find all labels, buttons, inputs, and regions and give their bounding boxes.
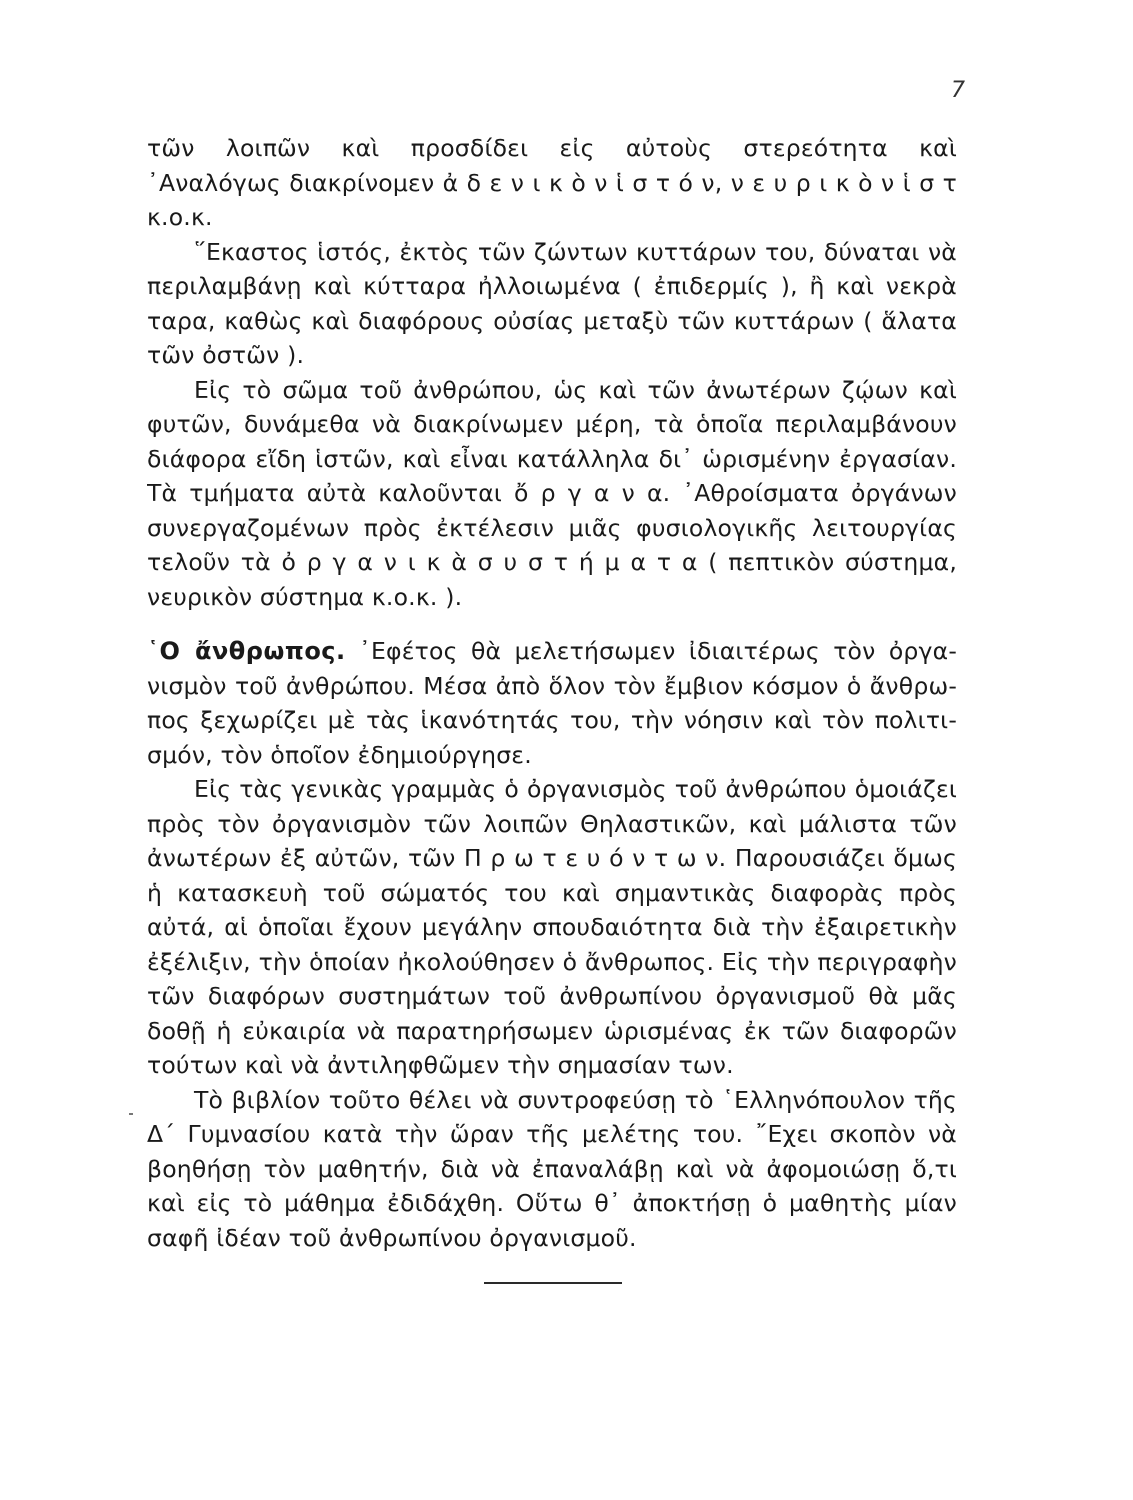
- text-line: σαφῆ ἰδέαν τοῦ ἀνθρωπίνου ὀργανισμοῦ.: [147, 1223, 637, 1252]
- text-line: αὐτά, αἱ ὁποῖαι ἔχουν μεγάλην σπουδαιότητα διὰ τὴν ἐξαιρετικὴν: [147, 913, 957, 941]
- section-heading-line: [147, 634, 957, 669]
- text-line: ῞Εκαστος ἱστός, ἐκτὸς τῶν ζώντων κυττάρων του, δύναται νὰ: [194, 237, 957, 266]
- text-line: πος ξεχωρίζει μὲ τὰς ἱκανότητάς του, τὴν νόησιν καὶ τὸν πολιτι-: [147, 706, 957, 734]
- text-line: σμόν, τὸν ὁποῖον ἐδημιούργησε.: [147, 740, 532, 769]
- text-line: περιλαμβάνῃ καὶ κύτταρα ἠλλοιωμένα ( ἐπιδερμίς ), ἢ καὶ νεκρὰ: [147, 272, 957, 300]
- text-line: ἐξέλιξιν, τὴν ὁποίαν ἠκολούθησεν ὁ ἄνθρωπος. Εἰς τὴν περιγραφὴν: [147, 947, 957, 976]
- text-line: βοηθήσῃ τὸν μαθητήν, διὰ νὰ ἐπαναλάβῃ καὶ νὰ ἀφομοιώσῃ ὅ,τι: [147, 1154, 957, 1183]
- text-line: κ.ο.κ.: [147, 203, 213, 231]
- text-line: Τὸ βιβλίον τοῦτο θέλει νὰ συντροφεύσῃ τὸ ῾Ελληνόπουλον τῆς: [194, 1085, 957, 1114]
- end-divider: [484, 1282, 622, 1284]
- heading-line-text: ᾿Εφέτος θὰ μελετήσωμεν ἰδιαιτέρως τὸν ὀργα-: [359, 637, 957, 665]
- text-line: τούτων καὶ νὰ ἀντιληφθῶμεν τὴν σημασίαν των.: [147, 1051, 734, 1079]
- text-line: διάφορα εἴδη ἱστῶν, καὶ εἶναι κατάλληλα δι᾿ ὡρισμένην ἐργασίαν.: [147, 444, 957, 473]
- text-line: Εἰς τὰς γενικὰς γραμμὰς ὁ ὀργανισμὸς τοῦ ἀνθρώπου ὁμοιάζει: [194, 775, 957, 803]
- text-block-human: [147, 634, 957, 1255]
- text-line: τῶν ὀστῶν ).: [147, 341, 305, 369]
- text-line: τελοῦν τὰ ὀ ρ γ α ν ι κ ὰ σ υ σ τ ή μ α τ α ( πεπτικὸν σύστημα,: [147, 548, 957, 576]
- text-line: ταρα, καθὼς καὶ διαφόρους οὐσίας μεταξὺ τῶν κυττάρων ( ἅλατα: [147, 306, 957, 335]
- text-line: ἡ κατασκευὴ τοῦ σώματός του καὶ σημαντικὰς διαφορὰς πρὸς: [147, 878, 957, 907]
- text-line: ἀνωτέρων ἐξ αὐτῶν, τῶν Π ρ ω τ ε υ ό ν τ ω ν. Παρουσιάζει ὅμως: [147, 844, 957, 872]
- text-line: Τὰ τμήματα αὐτὰ καλοῦνται ὄ ρ γ α ν α. ᾿Αθροίσματα ὀργάνων: [147, 479, 957, 507]
- text-line: Εἰς τὸ σῶμα τοῦ ἀνθρώπου, ὡς καὶ τῶν ἀνωτέρων ζῴων καὶ: [194, 375, 957, 404]
- text-line: φυτῶν, δυνάμεθα νὰ διακρίνωμεν μέρη, τὰ ὁποῖα περιλαμβάνουν: [147, 410, 957, 438]
- text-line: τῶν διαφόρων συστημάτων τοῦ ἀνθρωπίνου ὀργανισμοῦ θὰ μᾶς: [147, 982, 957, 1010]
- text-line: τῶν λοιπῶν καὶ προσδίδει εἰς αὐτοὺς στερεότητα καὶ: [147, 134, 957, 162]
- text-line: δοθῇ ἡ εὐκαιρία νὰ παρατηρήσωμεν ὡρισμένας ἐκ τῶν διαφορῶν: [147, 1016, 957, 1045]
- page-number: 7: [951, 78, 965, 103]
- text-block-tissues: [147, 131, 957, 614]
- text-line: Δ΄ Γυμνασίου κατὰ τὴν ὥραν τῆς μελέτης του. ῎Εχει σκοπὸν νὰ: [147, 1120, 957, 1148]
- text-line: καὶ εἰς τὸ μάθημα ἐδιδάχθη. Οὕτω θ᾿ ἀποκτήσῃ ὁ μαθητὴς μίαν: [147, 1189, 957, 1217]
- text-line: νευρικὸν σύστημα κ.ο.κ. ).: [147, 582, 463, 611]
- text-line: συνεργαζομένων πρὸς ἐκτέλεσιν μιᾶς φυσιολογικῆς λειτουργίας: [147, 513, 957, 542]
- margin-mark: [129, 1113, 133, 1115]
- text-line: πρὸς τὸν ὀργανισμὸν τῶν λοιπῶν Θηλαστικῶν, καὶ μάλιστα τῶν: [147, 809, 957, 838]
- text-line: ᾿Αναλόγως διακρίνομεν ἀ δ ε ν ι κ ὸ ν ἱ σ τ ό ν, ν ε υ ρ ι κ ὸ ν ἱ σ τ: [147, 168, 957, 197]
- text-line: νισμὸν τοῦ ἀνθρώπου. Μέσα ἀπὸ ὅλον τὸν ἔμβιον κόσμον ὁ ἄνθρω-: [147, 671, 957, 700]
- section-heading: ῾Ο ἄνθρωπος.: [147, 637, 346, 665]
